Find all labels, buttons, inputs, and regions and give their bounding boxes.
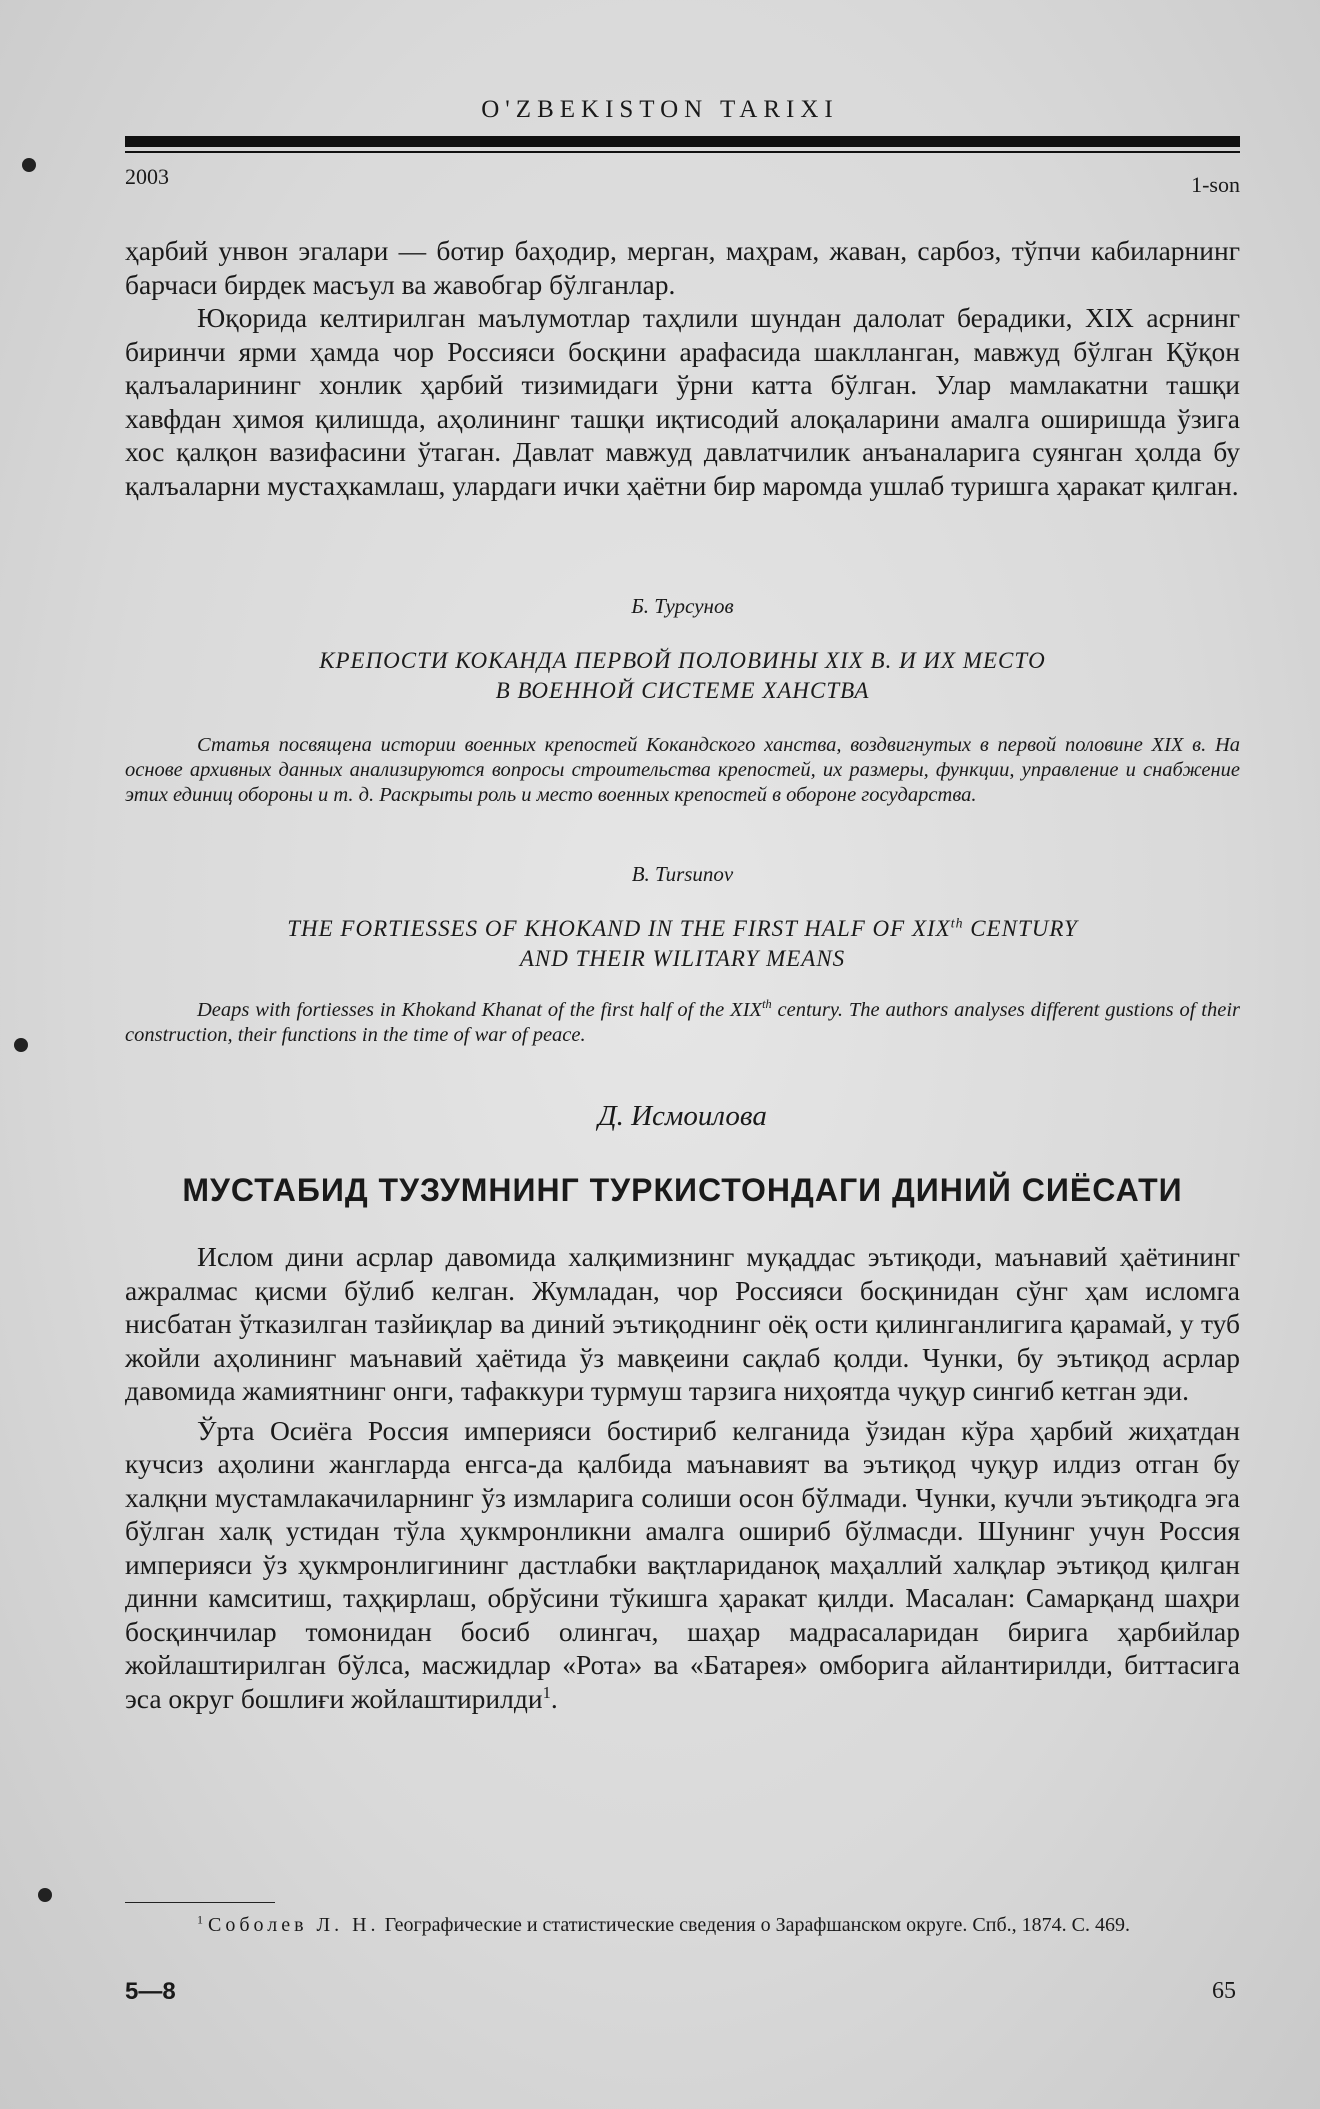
issue-year: 2003 [125,164,169,189]
article-author: Д. Исмоилова [598,1100,767,1132]
issue-number: 1-son [1191,172,1240,197]
paragraph [125,1414,1240,1716]
abstract-part: century. The authors analyses different gustions of their construction, their functions in the time of war of peace. [125,999,1241,1046]
punch-hole [38,1888,52,1902]
summary-abstract-en [125,998,1240,1048]
footnote-mark: 1 [197,1912,203,1927]
punch-hole [14,1038,28,1052]
article-body [125,1240,1240,1715]
footnote [125,1912,1240,1938]
summary-title-en-line: AND THEIR WILITARY MEANS [519,946,846,971]
paragraph-text: Ўрта Осиёга Россия империяси бостириб келганида ўзидан кўра ҳарбий жиҳатдан кучсиз аҳолини жангларда енгса-да қалбида маънавият ва эътиқод чуқур илдиз отган бу халқни мустамлакачиларнинг ўз измларига солиши осон бўлмади. Чунки, кучли эътиқодга эга бўлган халқ устидан тўла ҳукмронликни амалга ошириб бўлмасди. Шунинг учун Россия империяси ўз ҳукмронлигининг дастлабки вақтлариданоқ маҳаллий халқлар эътиқод қилган динни камситиш, таҳқирлаш, обрўсини тўкишга ҳаракат қилди. Масалан: Самарқанд шаҳри босқинчилар томонидан босиб олингач, шаҳар мадрасаларидан бирига ҳарбийлар жойлаштирилган бўлса, масжидлар «Рота» ва «Батарея» омборига айлантирилди, биттасига эса округ бошлиғи жойлаштирилди [125,1414,1240,1714]
footnote-ref: 1 [542,1682,551,1702]
summary-title-en [125,914,1240,974]
paragraph: ҳарбий унвон эгалари — ботир баҳодир, мерган, маҳрам, жаван, сарбоз, тўпчи кабиларнинг барчаси бирдек масъул ва жавобгар бўлганлар. [125,235,1240,300]
punch-hole [22,158,36,172]
summary-title-ru-line: В ВОЕННОЙ СИСТЕМЕ ХАНСТВА [495,678,870,703]
ordinal-suffix: th [950,915,964,931]
paragraph-text: . [550,1682,558,1714]
abstract-part: Deaps with fortiesses in Khokand Khanat of the first half of the XIX [197,999,763,1021]
header-rule-thin [125,151,1240,153]
summary-author-ru: Б. Турсунов [631,594,734,618]
journal-title: O'ZBEKISTON TARIXI [481,96,839,123]
abstract-text [125,998,1240,1048]
title-text: THE FORTIESSES OF KHOKAND IN THE FIRST HALF OF XIX [287,916,951,941]
paragraph: Ислом дини асрлар давомида халқимизнинг муқаддас эътиқоди, маънавий ҳаётининг ажралмас қисми бўлиб келган. Жумладан, чор Россияси босқинидан сўнг ҳам исломга нисбатан ўтказилган тазйиқлар ва диний эътиқоднинг оёқ ости қилинганлигига қарамай, у туб жойли аҳолининг маънавий ҳаётида ўз мавқеини сақлаб қолди. Чунки, бу эътиқод асрлар давомида жамиятнинг онги, тафаккури турмуш тарзига ниҳоятда чуқур сингиб кетган эди. [125,1241,1240,1406]
summary-title-ru-line: КРЕПОСТИ КОКАНДА ПЕРВОЙ ПОЛОВИНЫ XIX В. И ИХ МЕСТО [319,648,1046,673]
abstract-text: Статья посвящена истории военных крепостей Кокандского ханства, воздвигнутых в первой половине XIX в. На основе архивных данных анализируются вопросы строительства крепостей, их размеры, функции, управление и снабжение этих единиц обороны и т. д. Раскрыты роль и место военных крепостей в обороне государства. [125,734,1240,806]
footnote-rule [125,1902,275,1903]
summary-author-en: B. Tursunov [631,862,734,886]
summary-abstract-ru [125,733,1240,808]
printer-signature: 5—8 [125,1978,176,2005]
footnote-author: Соболев Л. Н. [208,1914,380,1936]
summary-title-en-line [125,914,1240,944]
header-rule [125,136,1240,147]
title-text: CENTURY [963,916,1078,941]
article-title: МУСТАБИД ТУЗУМНИНГ ТУРКИСТОНДАГИ ДИНИЙ СИЁСАТИ [182,1172,1183,1208]
summary-title-ru [125,646,1240,706]
paragraph: Юқорида келтирилган маълумотлар таҳлили шундан далолат берадики, XIX асрнинг биринчи ярми ҳамда чор Россияси босқини арафасида шаклланган, мавжуд бўлган Қўқон қалъаларининг хонлик ҳарбий тизимидаги ўрни катта бўлган. Улар мамлакатни ташқи хавфдан ҳимоя қилишда, аҳолининг ташқи иқтисодий алоқаларини амалга оширишда ўзига хос қалқон вазифасини ўтаган. Давлат мавжуд давлатчилик анъаналарига суянган ҳолда бу қалъаларни мустаҳкамлаш, улардаги ички ҳаётни бир маромда ушлаб туришга ҳаракат қилган. [125,302,1240,501]
footnote-text: Географические и статистические сведения о Зарафшанском округе. Спб., 1874. С. 469. [379,1914,1130,1936]
page-number: 65 [1212,1978,1236,2004]
ordinal-suffix: th [762,997,772,1012]
previous-article-ending [125,234,1240,502]
